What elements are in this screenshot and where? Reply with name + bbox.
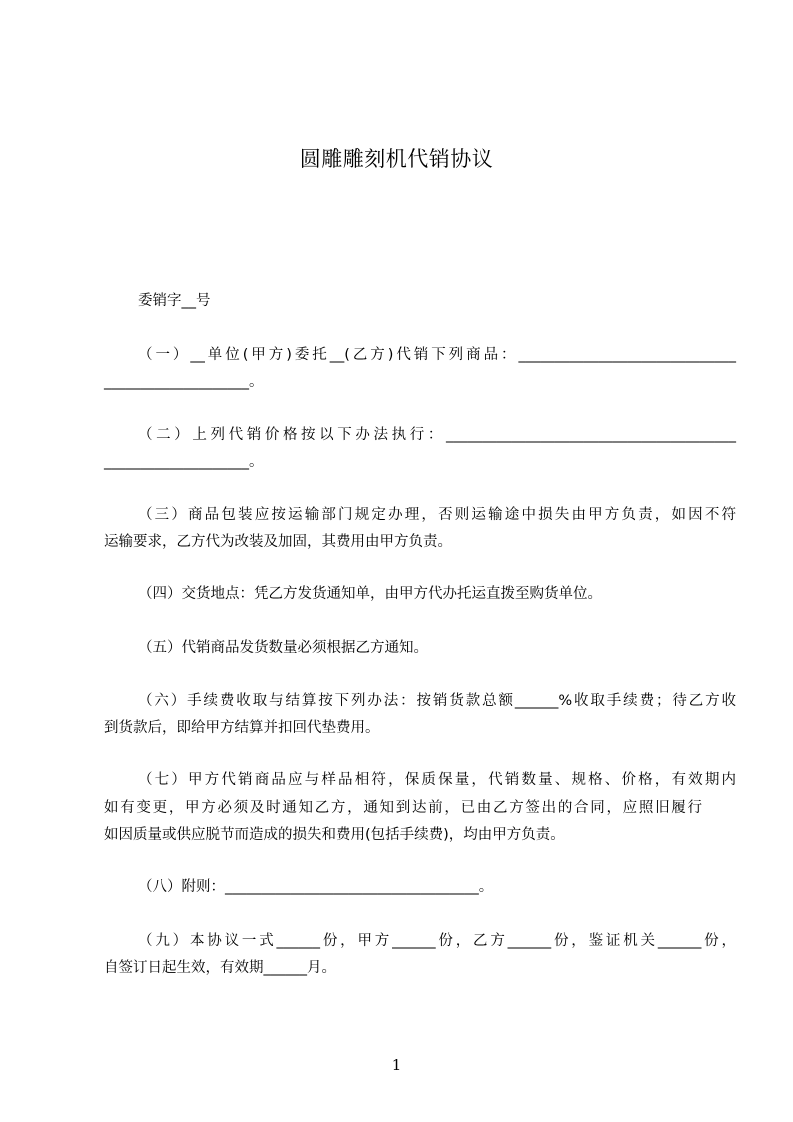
clause-4: （四）交货地点：凭乙方发货通知单，由甲方代办托运直拨至购货单位。: [138, 586, 602, 602]
clause-2-line-1: （二）上列代销价格按以下办法执行：________________________________________: [138, 427, 736, 443]
document-ref-number: 委销字__号: [138, 293, 211, 309]
clause-6-line-2: 到货款后，即给甲方结算并扣回代垫费用。: [104, 720, 380, 736]
clause-1-line-2: ____________________。: [104, 374, 264, 390]
clause-9-line-1: （九）本协议一式______份，甲方______份，乙方______份，鉴证机关______份，: [138, 933, 736, 949]
clause-7-line-3: 如因质量或供应脱节而造成的损失和费用(包括手续费)，均由甲方负责。: [104, 827, 565, 843]
clause-1-line-1: （一）__单位(甲方)委托__(乙方)代销下列商品：______________________________: [138, 347, 736, 363]
clause-6-line-1: （六）手续费收取与结算按下列办法：按销货款总额______%收取手续费；待乙方收: [138, 693, 736, 709]
clause-8: （八）附则：___________________________________。: [138, 879, 494, 895]
clause-7-line-1: （七）甲方代销商品应与样品相符，保质保量，代销数量、规格、价格，有效期内: [138, 772, 736, 788]
clause-3-line-2: 运输要求，乙方代为改装及加固，其费用由甲方负责。: [104, 534, 452, 550]
clause-5: （五）代销商品发货数量必须根据乙方通知。: [138, 640, 428, 656]
clause-3-line-1: （三）商品包装应按运输部门规定办理，否则运输途中损失由甲方负责，如因不符: [138, 507, 736, 523]
clause-9-line-2: 自签订日起生效，有效期______月。: [104, 960, 336, 976]
clause-7-line-2: 如有变更，甲方必须及时通知乙方，通知到达前，已由乙方签出的合同，应照旧履行: [104, 800, 702, 816]
clause-2-line-2: ____________________。: [104, 454, 264, 470]
page-number: 1: [391, 1056, 402, 1074]
document-title: 圆雕雕刻机代销协议: [299, 147, 494, 171]
